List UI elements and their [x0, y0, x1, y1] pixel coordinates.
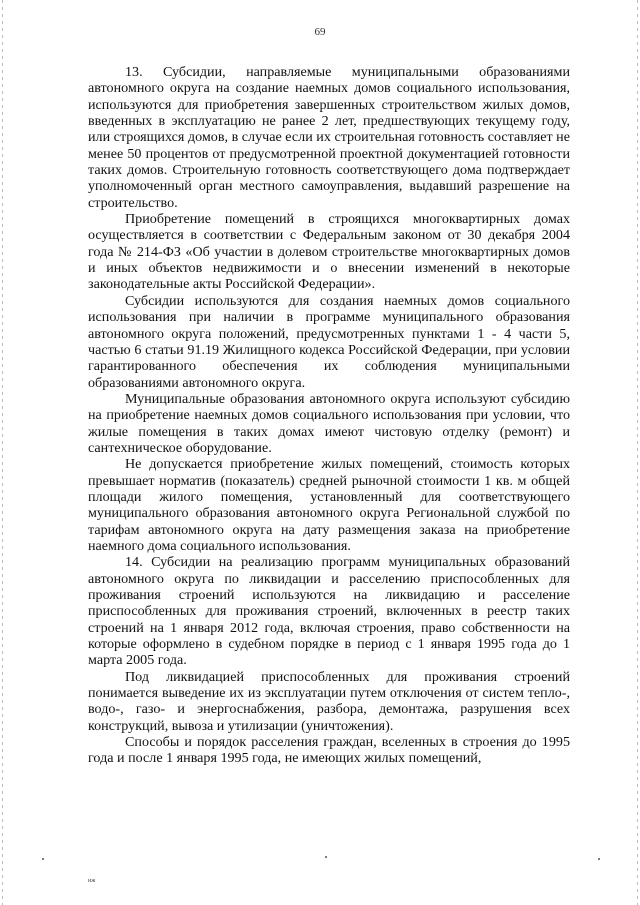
scan-border-right [637, 0, 638, 905]
paragraph-13-subsidies: 13. Субсидии, направляемые муниципальными образованиями автономного округа на создание наемных домов социального использования, используются для приобретения завершенных строительством жилых домов, введенных в эксплуатацию не ранее 2 лет, предшествующих текущему году, или строящихся домов, в случае если их строительная готовность составляет не менее 50 процентов от предусмотренной проектной документацией готовности таких домов. Строительную готовность соответствующего дома подтверждает уполномоченный орган местного самоуправления, выдавший разрешение на строительство. [88, 64, 570, 211]
footer-mark: иж [88, 878, 96, 884]
paragraph-resettlement: Способы и порядок расселения граждан, вселенных в строения до 1995 года и после 1 января 1995 года, не имеющих жилых помещений, [88, 734, 570, 767]
paragraph-price-limit: Не допускается приобретение жилых помещений, стоимость которых превышает норматив (показатель) средней рыночной стоимости 1 кв. м общей площади жилого помещения, установленный для соответствующего муниципального образования автономного округа Региональной службой по тарифам автономного округа на дату размещения заказа на приобретение наемного дома социального использования. [88, 456, 570, 554]
document-body [88, 64, 570, 767]
scan-speck [598, 858, 600, 860]
paragraph-14-liquidation: 14. Субсидии на реализацию программ муниципальных образований автономного округа по ликвидации и расселению приспособленных для проживания строений используются на ликвидацию и расселение приспособленных для проживания строений, включенных в реестр таких строений на 1 января 2012 года, включая строения, право собственности на которые оформлено в судебном порядке в период с 1 января 1995 года до 1 марта 2005 года. [88, 554, 570, 669]
paragraph-liquidation-definition: Под ликвидацией приспособленных для проживания строений понимается выведение их из эксплуатации путем отключения от систем тепло-, водо-, газо- и энергоснабжения, разбора, демонтажа, разрушения всех конструкций, вывоза и утилизации (уничтожения). [88, 668, 570, 734]
scan-speck [42, 858, 44, 860]
page-number: 69 [314, 26, 326, 38]
paragraph-municipal-use: Муниципальные образования автономного округа используют субсидию на приобретение наемных домов социального использования при условии, что жилые помещения в таких домах имеют чистовую отделку (ремонт) и сантехническое оборудование. [88, 390, 570, 456]
paragraph-acquisition: Приобретение помещений в строящихся многоквартирных домах осуществляется в соответствии с Федеральным законом от 30 декабря 2004 года № 214-ФЗ «Об участии в долевом строительстве многоквартирных домов и иных объектов недвижимости и о внесении изменений в некоторые законодательные акты Российской Федерации». [88, 211, 570, 293]
scan-speck [325, 856, 327, 858]
scan-border-left [2, 0, 3, 905]
paragraph-subsidy-usage: Субсидии используются для создания наемных домов социального использования при наличии в программе муниципального образования автономного округа положений, предусмотренных пунктами 1 - 4 части 5, частью 6 статьи 91.19 Жилищного кодекса Российской Федерации, при условии гарантированного обеспечения их соблюдения муниципальными образованиями автономного округа. [88, 292, 570, 391]
